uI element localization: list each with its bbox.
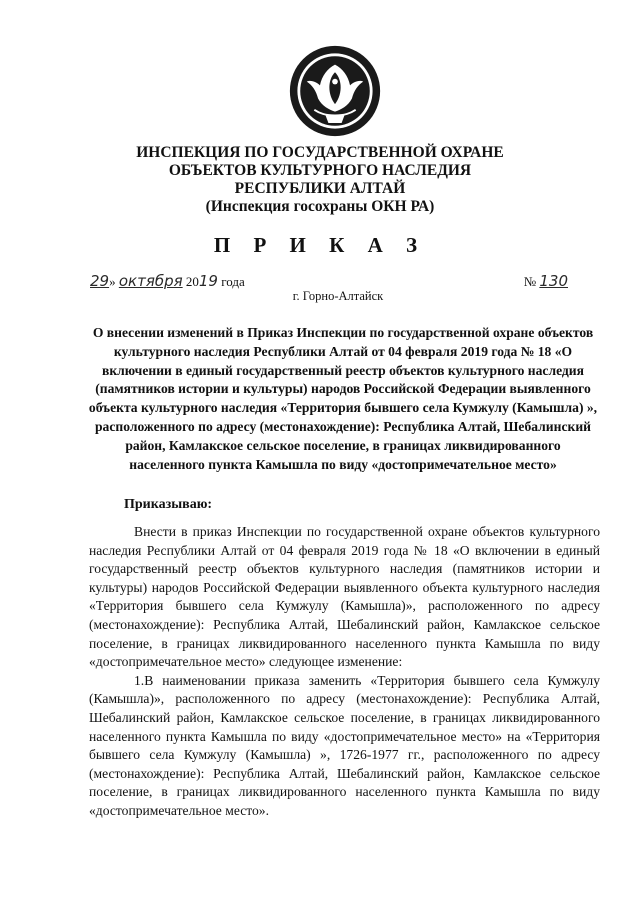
document-title: П Р И К А З [213, 233, 427, 257]
order-date [90, 272, 245, 290]
date-year-prefix: 20 [185, 274, 199, 289]
date-separator: » [109, 274, 116, 289]
date-suffix: года [221, 274, 245, 289]
date-month: октября [118, 272, 183, 290]
number-value: 130 [539, 272, 568, 290]
paragraph-1: Внести в приказ Инспекции по государственной охране объектов культурного наследия Республики Алтай от 04 февраля 2019 года № 18 «О включении в единый государственный реестр объектов культурного наследия (памятников истории и культуры) народов Российской Федерации выявленного объекта культурного наследия «Территория бывшего села Кумжулу (Камышла)», расположенного по адресу (местонахождение): Республика Алтай, Шебалинский район, Камлакское сельское поселение, в границах ликвидированного населенного пункта Камышла по виду «достопримечательное место» следующее изменение: [89, 524, 600, 670]
order-number [524, 272, 568, 290]
city: г. Горно-Алтайск [292, 289, 384, 303]
org-line-2: ОБЪЕКТОВ КУЛЬТУРНОГО НАСЛЕДИЯ [168, 162, 472, 179]
number-label: № [523, 274, 537, 289]
order-body [89, 523, 600, 821]
org-line-3: РЕСПУБЛИКИ АЛТАЙ [234, 180, 406, 197]
paragraph-2: 1.В наименовании приказа заменить «Территория бывшего села Кумжулу (Камышла)», расположенного по адресу (местонахождение): Республика Алтай, Шебалинский район, Камлакское сельское поселение, в границах ликвидированного населенного пункта Камышла по виду «достопримечательное место» на «Территория бывшего села Кумжулу (Камышла) », 1726-1977 гг., расположенного по адресу (местонахождение): Республика Алтай, Шебалинский район, Камлакское сельское поселение, в границах ликвидированного населенного пункта Камышла по виду «достопримечательное место». [89, 672, 600, 818]
org-line-4: (Инспекция госохраны ОКН РА) [205, 198, 435, 215]
decree-word: Приказываю: [124, 497, 213, 512]
date-day: 29 [90, 272, 110, 290]
order-subject: О внесении изменений в Приказ Инспекции по государственной охране объектов культурного наследия Республики Алтай от 04 февраля 2019 года № 18 «О включении в единый государственный реестр объектов культурного наследия (памятников истории и культуры) народов Российской Федерации выявленного объекта культурного наследия «Территория бывшего села Кумжулу (Камышла) », расположенного по адресу (местонахождение): Республика Алтай, Шебалинский район, Камлакское сельское поселение, в границах ликвидированного населенного пункта Камышла по виду «достопримечательное место» [88, 325, 598, 472]
issuing-organization [0, 144, 640, 216]
altai-republic-coat-of-arms-icon [288, 44, 382, 138]
date-year-suffix: 19 [198, 272, 218, 290]
org-line-1: ИНСПЕКЦИЯ ПО ГОСУДАРСТВЕННОЙ ОХРАНЕ [136, 144, 504, 161]
